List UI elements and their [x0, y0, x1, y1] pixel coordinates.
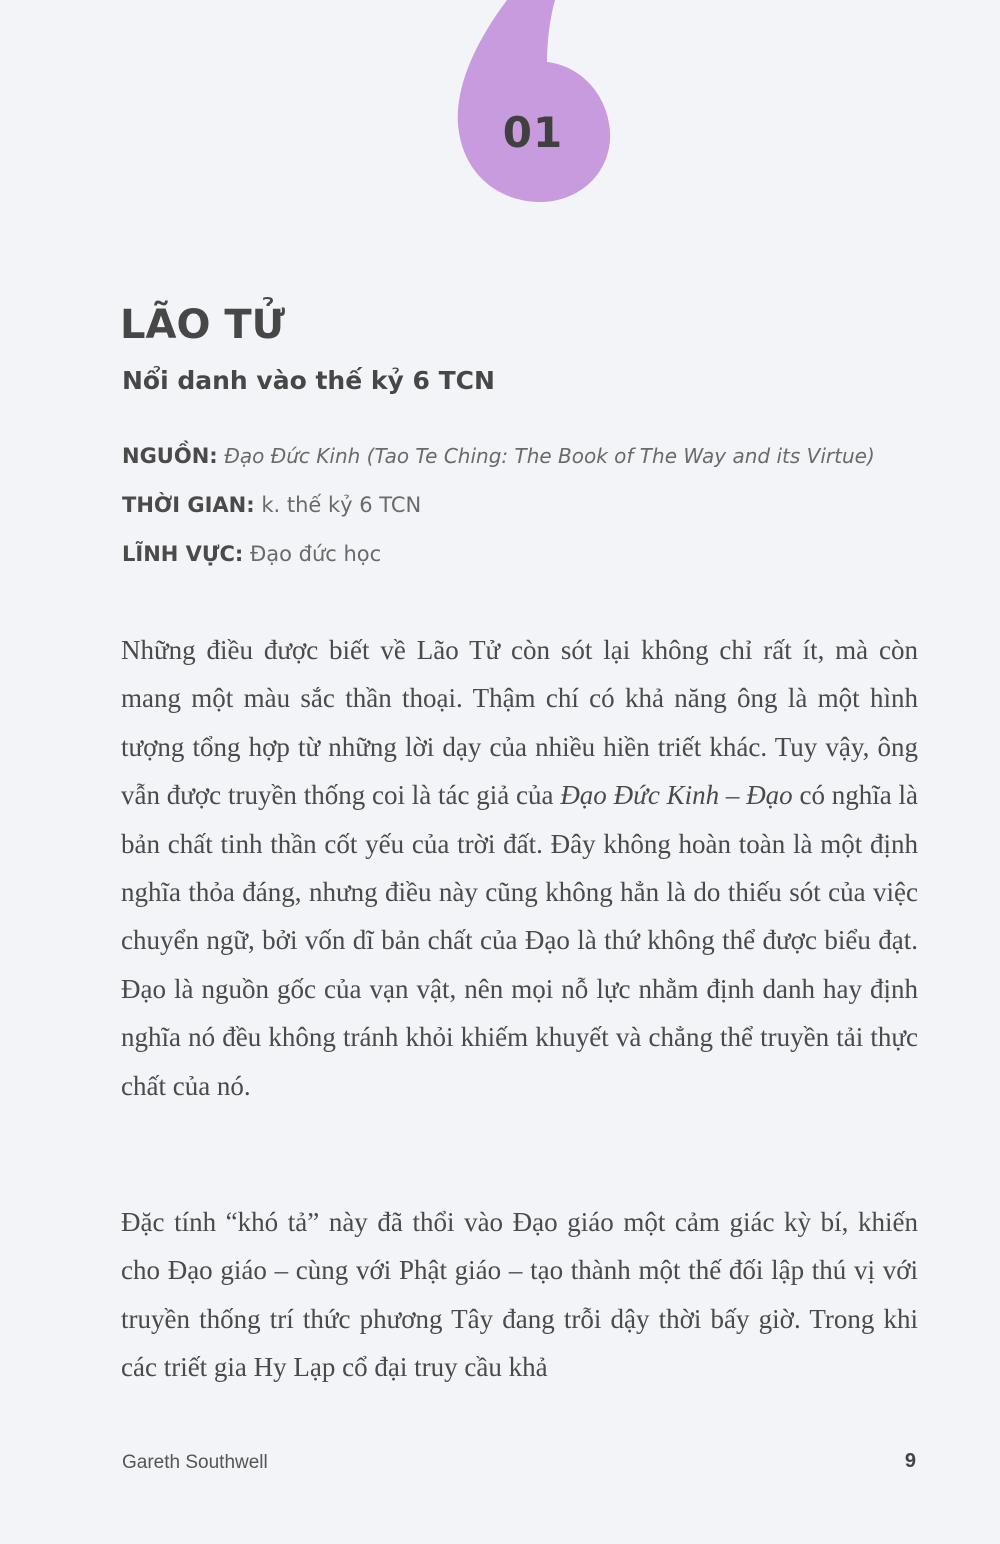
body-paragraph-1 — [121, 626, 918, 1110]
source-row — [122, 440, 922, 489]
p1-italic-book-title: Đạo Đức Kinh — [560, 780, 720, 811]
chapter-badge-fill — [458, 0, 610, 202]
p1-dash: – — [719, 780, 747, 811]
body-paragraph-2: Đặc tính “khó tả” này đã thổi vào Đạo giáo một cảm giác kỳ bí, khiến cho Đạo giáo – cùng với Phật giáo – tạo thành một thế đối lập thú vị với truyền thống trí thức phương Tây đang trỗi dậy thời bấy giờ. Trong khi các triết gia Hy Lạp cổ đại truy cầu khả — [121, 1207, 918, 1383]
page-number: 9 — [904, 1450, 916, 1472]
source-value: Đạo Đức Kinh (Tao Te Ching: The Book of The Way and its Virtue) — [224, 444, 875, 468]
chapter-number: 01 — [502, 108, 564, 157]
field-label: LĨNH VỰC: — [122, 542, 244, 566]
source-label: NGUỒN: — [122, 444, 218, 468]
chapter-badge-comma-shape — [455, 0, 615, 205]
p1-text-c: có nghĩa là bản chất tinh thần cốt yếu của trời đất. Đây không hoàn toàn là một định nghĩa thỏa đáng, nhưng điều này cũng không hẳn là do thiếu sót của việc chuyển ngữ, bởi vốn dĩ bản chất của Đạo là thứ không thể được biểu đạt. Đạo là nguồn gốc của vạn vật, nên mọi nỗ lực nhằm định danh hay định nghĩa nó đều không tránh khỏi khiếm khuyết và chẳng thể truyền tải thực chất của nó. — [121, 780, 918, 1101]
p1-text-a: Những điều được biết về Lão Tử còn sót lại không chỉ rất ít, mà còn mang một màu sắc thần thoại. Thậm chí có khả năng ông là một hình tượng tổng hợp từ những lời dạy của nhiều hiền triết khác. Tuy vậy, ông vẫn được truyền thống coi là tác giả của — [121, 635, 918, 811]
field-value: Đạo đức học — [249, 542, 382, 566]
time-label: THỜI GIAN: — [122, 493, 255, 517]
footer-author: Gareth Southwell — [122, 1452, 268, 1473]
page-subtitle: Nổi danh vào thế kỷ 6 TCN — [122, 366, 495, 395]
time-value: k. thế kỷ 6 TCN — [261, 493, 422, 517]
page-title: LÃO TỬ — [120, 302, 286, 348]
p1-italic-dao: Đạo — [746, 780, 793, 811]
metadata-block — [122, 440, 922, 587]
time-row — [122, 489, 922, 538]
field-row — [122, 538, 922, 587]
